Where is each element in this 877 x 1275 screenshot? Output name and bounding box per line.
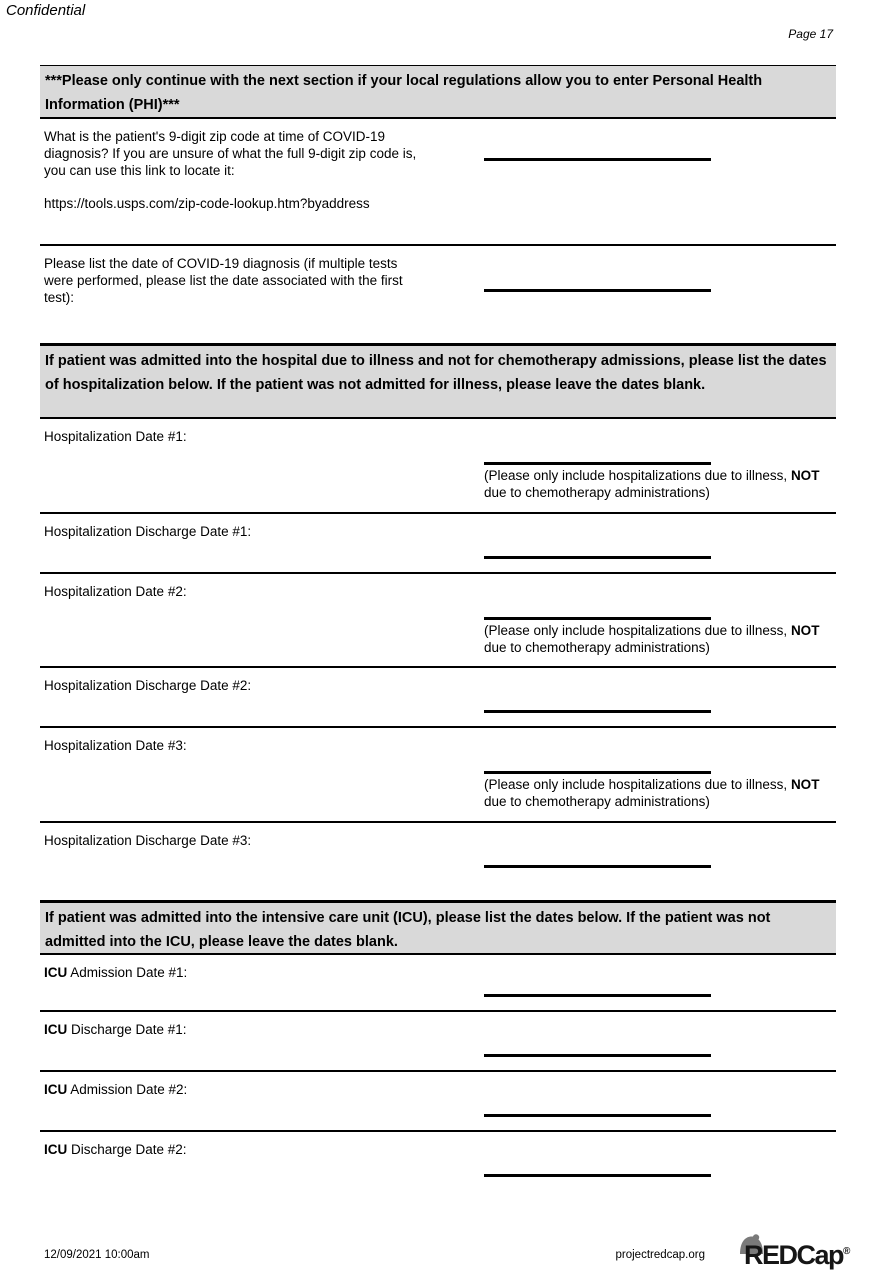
question-row-diagnosis-date [40,246,836,345]
answer-blank-line [484,1054,711,1057]
answer-blank-line [484,771,711,774]
question-row-hosp-discharge-1 [40,514,836,574]
answer-blank-line [484,617,711,620]
form-body [40,65,836,1192]
redcap-logo-text [744,1240,850,1271]
question-row-hosp-date-1 [40,419,836,514]
page-number: Page 17 [788,27,833,41]
answer-area [484,289,836,292]
label-bold-prefix: ICU [44,1142,68,1157]
answer-area [484,556,836,559]
question-row-icu-admission-2 [40,1072,836,1132]
section-header-hospitalization: If patient was admitted into the hospital due to illness and not for chemotherapy admissions, please list the dates of hospitalization below. If the patient was not admitted for illness, please leave the dates blank. [40,345,836,419]
question-row-hosp-date-3 [40,728,836,823]
question-label: Hospitalization Discharge Date #3: [44,833,252,848]
redcap-wordmark: REDCap [744,1240,844,1270]
question-label [44,1021,424,1038]
answer-area [484,1054,836,1057]
label-rest: Discharge Date #2: [67,1142,187,1157]
redcap-logo [736,1233,868,1275]
question-row-hosp-date-2 [40,574,836,668]
note-bold: NOT [790,468,820,483]
answer-area [484,617,836,656]
answer-blank-line [484,556,711,559]
question-label [44,1081,424,1098]
note-post: due to chemotherapy administrations) [484,485,710,500]
label-bold-prefix: ICU [44,1022,68,1037]
answer-area [484,865,836,868]
usps-zip-lookup-link[interactable]: https://tools.usps.com/zip-code-lookup.htm?byaddress [44,196,370,211]
answer-blank-line [484,289,711,292]
label-rest: Admission Date #1: [67,965,188,980]
question-text [44,128,424,212]
question-label: Hospitalization Discharge Date #1: [44,524,252,539]
registered-mark-icon: ® [843,1246,851,1257]
note-pre: (Please only include hospitalizations due to illness, [484,777,791,792]
label-rest: Admission Date #2: [67,1082,188,1097]
question-row-zip [40,119,836,246]
question-row-icu-discharge-2 [40,1132,836,1192]
answer-area [484,710,836,713]
question-row-hosp-discharge-2 [40,668,836,728]
label-rest: Discharge Date #1: [67,1022,187,1037]
question-label [44,964,424,981]
question-row-icu-discharge-1 [40,1012,836,1072]
answer-area [484,158,836,161]
answer-blank-line [484,1114,711,1117]
answer-area [484,462,836,501]
section-header-icu: If patient was admitted into the intensive care unit (ICU), please list the dates below. If the patient was not admitted into the ICU, please leave the dates blank. [40,902,836,955]
question-label: Hospitalization Date #2: [44,584,187,599]
footer-datetime: 12/09/2021 10:00am [44,1249,150,1261]
answer-area [484,771,836,810]
answer-blank-line [484,710,711,713]
question-label: Hospitalization Discharge Date #2: [44,678,252,693]
answer-blank-line [484,158,711,161]
note-post: due to chemotherapy administrations) [484,640,710,655]
answer-blank-line [484,994,711,997]
note-pre: (Please only include hospitalizations due to illness, [484,623,791,638]
answer-area [484,994,836,997]
answer-blank-line [484,1174,711,1177]
label-bold-prefix: ICU [44,1082,68,1097]
note-text [484,467,836,501]
question-label [44,1141,424,1158]
redcap-website-link[interactable]: projectredcap.org [615,1249,705,1261]
note-text [484,776,836,810]
question-zip-text: What is the patient's 9-digit zip code at time of COVID-19 diagnosis? If you are unsure of what the full 9-digit zip code is, you can use this link to locate it: [44,129,417,178]
answer-area [484,1174,836,1177]
confidential-label: Confidential [6,2,86,19]
note-post: due to chemotherapy administrations) [484,794,710,809]
note-bold: NOT [790,623,820,638]
answer-blank-line [484,462,711,465]
section-header-phi: ***Please only continue with the next section if your local regulations allow you to enter Personal Health Information (PHI)*** [40,65,836,119]
answer-area [484,1114,836,1117]
question-row-hosp-discharge-3 [40,823,836,902]
question-row-icu-admission-1 [40,955,836,1012]
question-label: Hospitalization Date #3: [44,738,187,753]
note-bold: NOT [790,777,820,792]
label-bold-prefix: ICU [44,965,68,980]
question-text: Please list the date of COVID-19 diagnosis (if multiple tests were performed, please list the date associated with the first test): [44,256,403,305]
note-pre: (Please only include hospitalizations due to illness, [484,468,791,483]
answer-blank-line [484,865,711,868]
question-label: Hospitalization Date #1: [44,429,187,444]
note-text [484,622,836,656]
